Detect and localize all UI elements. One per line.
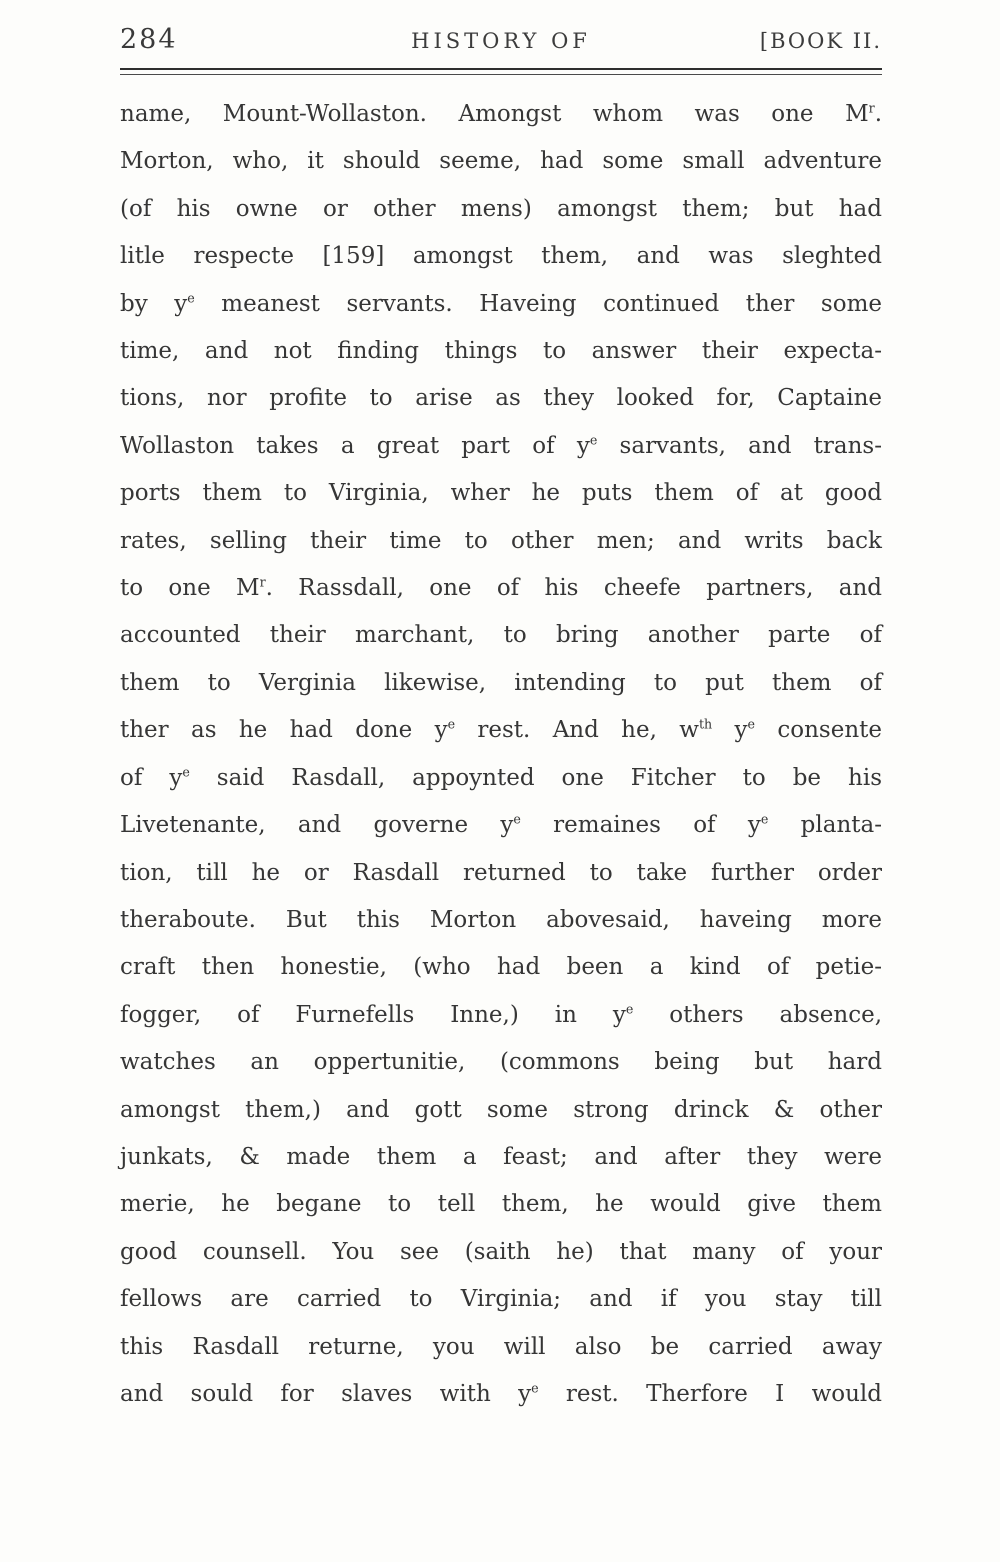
page-body (120, 91, 882, 1418)
book-page (118, 0, 882, 1418)
text-line: Livetenante, and governe $y^e$ remaines of $y^e$ planta- (120, 811, 882, 839)
running-title: HISTORY OF (411, 29, 591, 53)
text-line: tions, nor profite to arise as they looked for, Captaine (120, 385, 882, 412)
text-line: this Rasdall returne, you will also be carried away (120, 1333, 882, 1360)
header-rule (120, 68, 882, 75)
text-line: litle respecte [159] amongst them, and was sleghted (120, 243, 882, 270)
superscript: th (698, 716, 713, 732)
superscript: r (868, 100, 875, 116)
page-header (120, 0, 882, 62)
text-line: to one $M^r$. Rassdall, one of his cheefe partners, and (120, 574, 882, 602)
text-line: Morton, who, it should seeme, had some small adventure (120, 148, 882, 175)
text-line: time, and not finding things to answer their expecta- (120, 338, 882, 365)
text-line: fogger, of Furnefells Inne,) in $y^e$ others absence, (120, 1001, 882, 1028)
text-line: amongst them,) and gott some strong drinck & other (120, 1096, 882, 1123)
superscript: e (187, 289, 195, 305)
text-line: of $y^e$ said Rasdall, appoynted one Fitcher to be his (120, 764, 882, 791)
text-line: accounted their marchant, to bring another parte of (120, 622, 882, 649)
text-line: and sould for slaves with $y^e$ rest. Therfore I would (120, 1380, 882, 1407)
superscript: e (182, 764, 190, 780)
superscript: e (513, 811, 521, 827)
superscript: e (760, 811, 769, 827)
text-line: craft then honestie, (who had been a kind of petie- (120, 954, 882, 981)
superscript: e (531, 1380, 539, 1396)
text-line: Wollaston takes a great part of $y^e$ sarvants, and trans- (120, 432, 882, 459)
text-line: merie, he begane to tell them, he would give them (120, 1191, 882, 1218)
text-line: ther as he had done $y^e$ rest. And he, $w^{th}$ $y^e$ consente (120, 716, 882, 744)
superscript: e (447, 716, 456, 732)
text-line: tion, till he or Rasdall returned to take further order (120, 859, 882, 886)
book-label: [BOOK II. (759, 29, 882, 53)
text-line: (of his owne or other mens) amongst them; but had (120, 195, 882, 222)
text-line: rates, selling their time to other men; and writs back (120, 527, 882, 554)
superscript: e (625, 1001, 634, 1017)
text-line: them to Verginia likewise, intending to put them of (120, 669, 882, 696)
page-number: 284 (120, 24, 178, 55)
text-line: name, Mount-Wollaston. Amongst whom was one $M^r$. (120, 100, 882, 127)
text-line: fellows are carried to Virginia; and if you stay till (120, 1286, 882, 1313)
text-line: watches an oppertunitie, (commons being but hard (120, 1049, 882, 1076)
text-line: by $y^e$ meanest servants. Haveing continued ther some (120, 289, 882, 317)
text-line: junkats, & made them a feast; and after they were (120, 1143, 882, 1170)
text-line: ports them to Virginia, wher he puts them of at good (120, 480, 882, 507)
superscript: r (259, 574, 266, 590)
text-line: theraboute. But this Morton abovesaid, haveing more (120, 906, 882, 933)
text-line: good counsell. You see (saith he) that many of your (120, 1238, 882, 1265)
superscript: e (589, 432, 598, 448)
superscript: e (747, 716, 756, 732)
